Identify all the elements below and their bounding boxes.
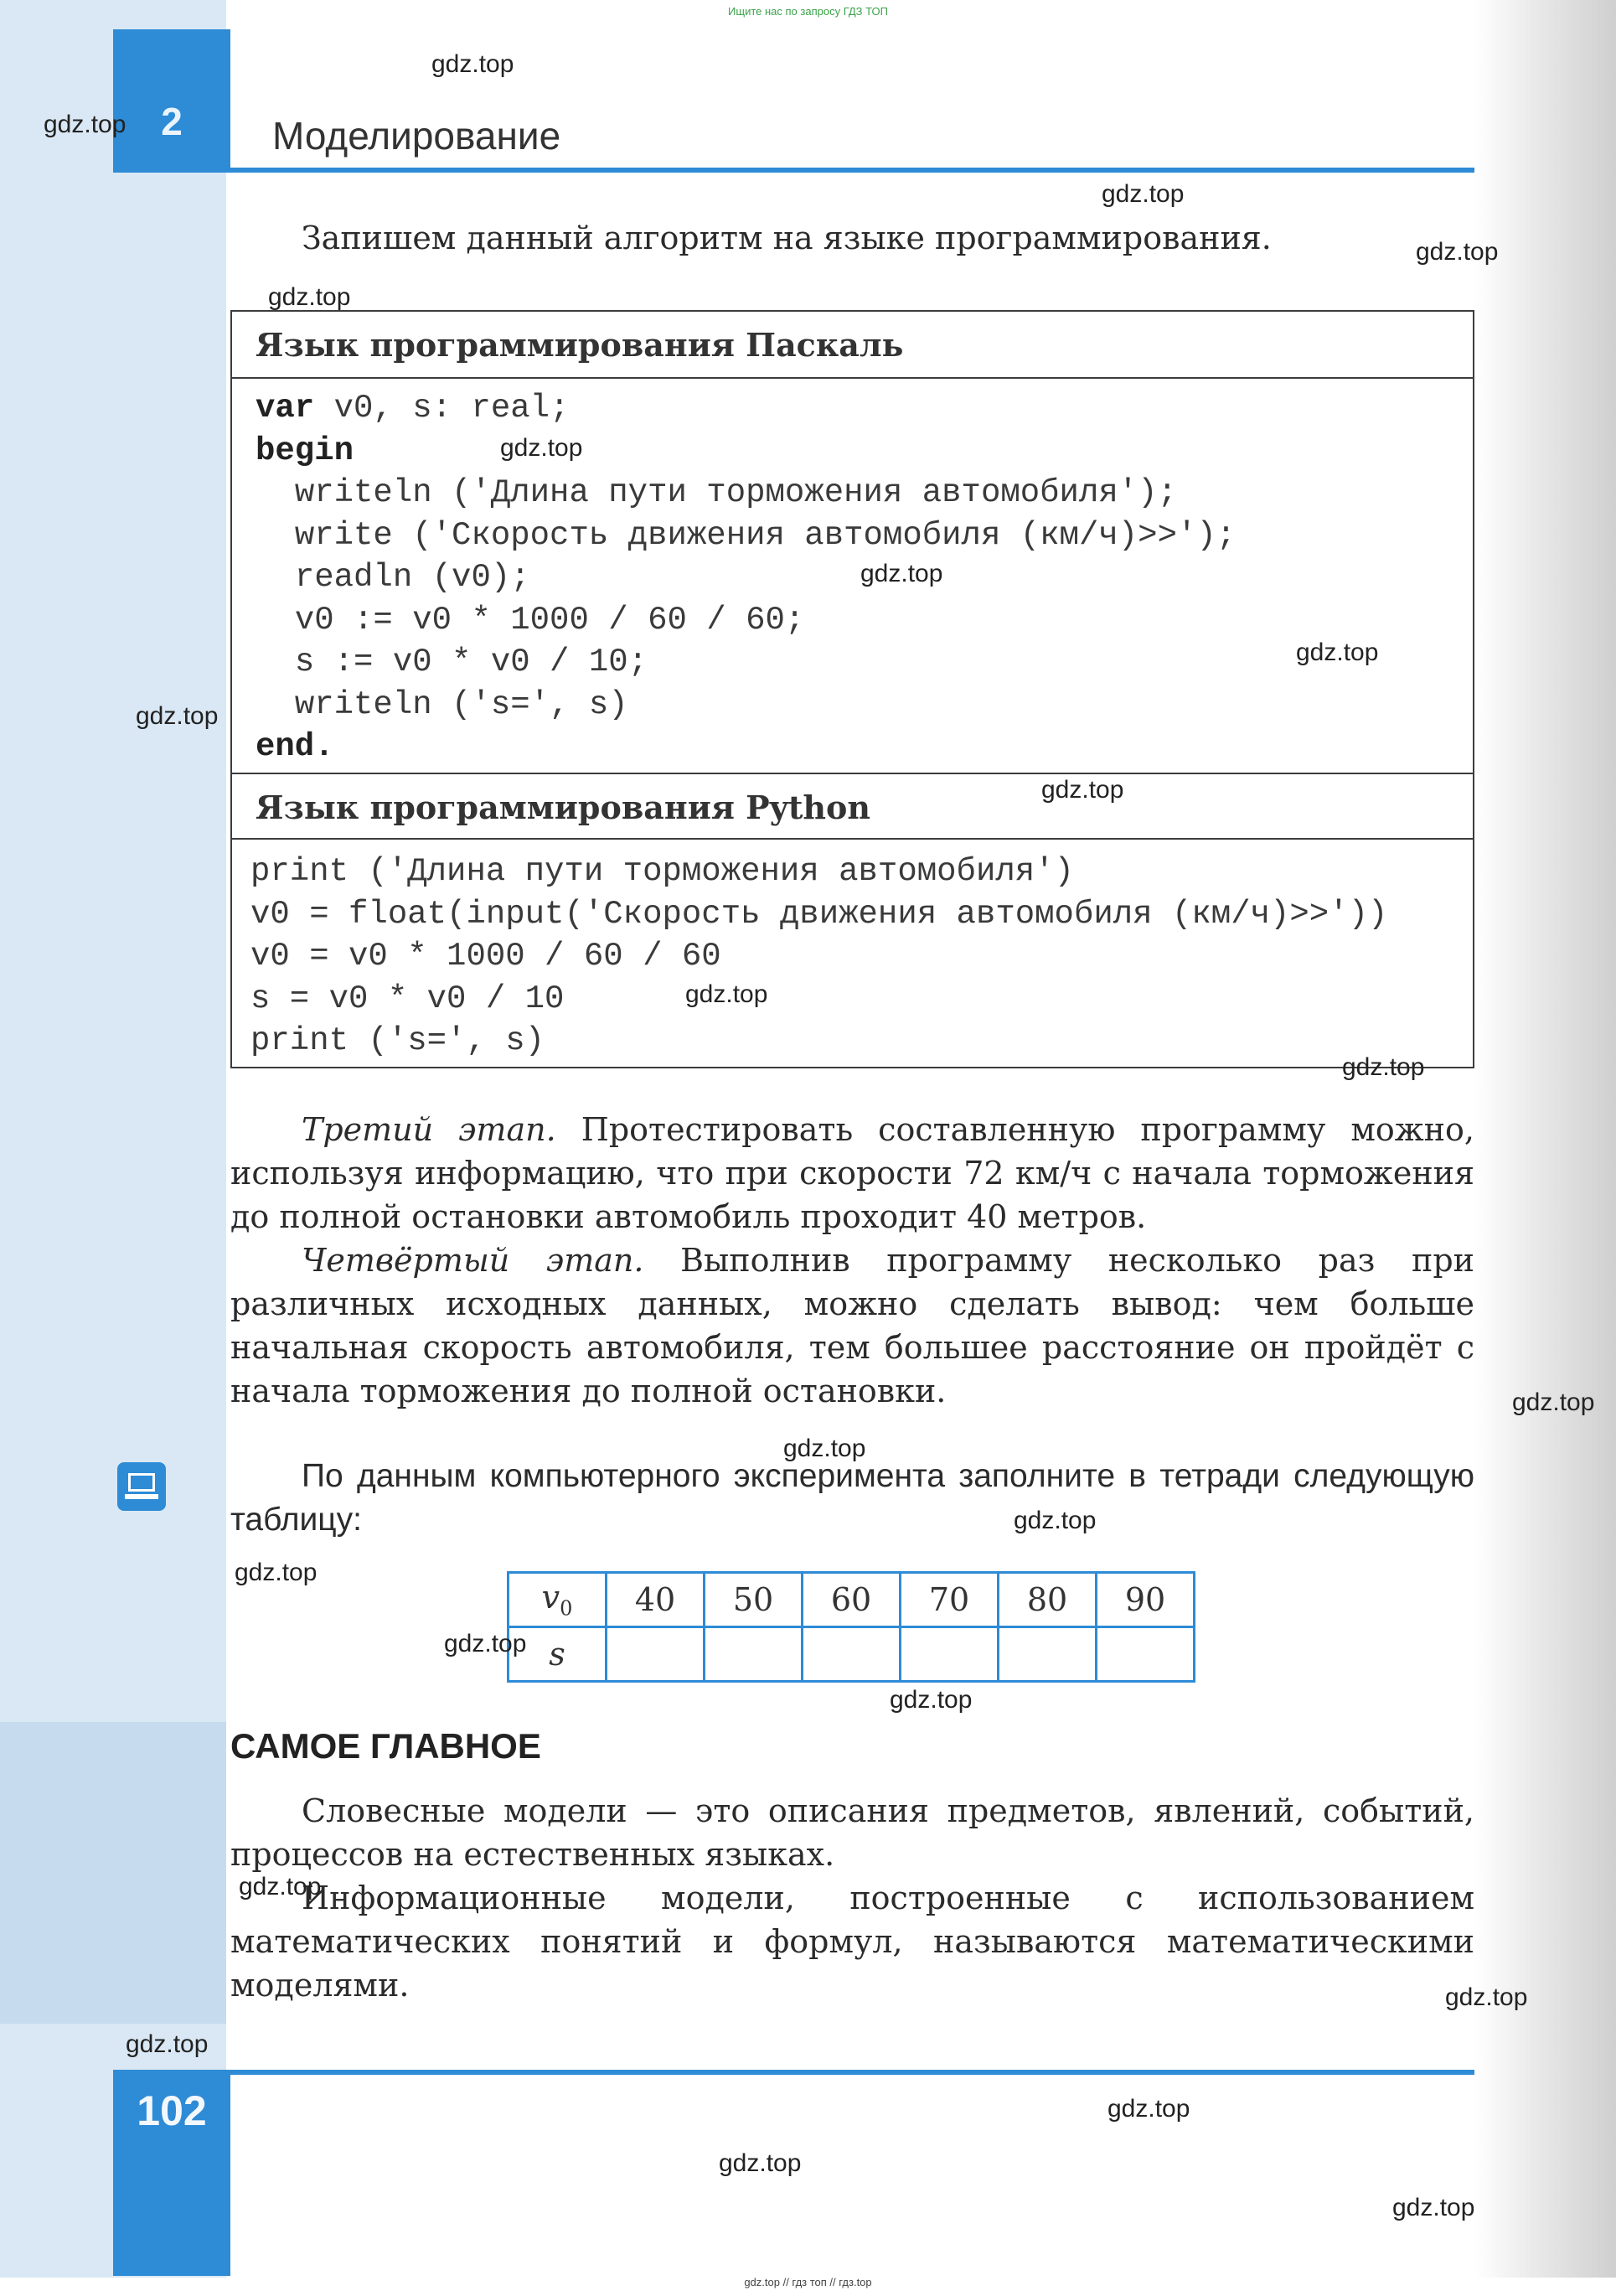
table-cell: [607, 1627, 705, 1682]
watermark: gdz.top: [1445, 1983, 1528, 2011]
watermark: gdz.top: [890, 1686, 973, 1714]
watermark: gdz.top: [500, 434, 583, 462]
table-row: [509, 1627, 1195, 1682]
watermark: gdz.top: [1014, 1507, 1097, 1534]
code-line: v0, s: real;: [314, 390, 570, 427]
table-cell: 70: [901, 1573, 999, 1627]
stage-paragraphs: [230, 1108, 1474, 1413]
watermark: gdz.top: [1107, 2095, 1190, 2123]
row-label-v0: $v_0$: [509, 1573, 607, 1627]
code-line: s = v0 * v0 / 10: [250, 980, 565, 1017]
watermark: gdz.top: [268, 283, 351, 311]
code-line: writeln ('s=', s): [294, 685, 628, 723]
code-line: print ('s=', s): [250, 1022, 545, 1059]
row-label-s: s: [509, 1627, 607, 1682]
summary-paragraph-2: Информационные модели, построенные с использованием математических понятий и формул, называются математическими моделями.: [230, 1880, 1474, 2004]
watermark: gdz.top: [1102, 180, 1185, 208]
footer-rule: [113, 2070, 1474, 2075]
watermark: gdz.top: [1342, 1053, 1425, 1081]
bottom-note: gdz.top // гдз топ // гдз.top: [744, 2276, 872, 2288]
python-code: [250, 851, 1387, 1063]
page-number: 102: [137, 2087, 207, 2134]
summary-paragraphs: [230, 1789, 1474, 2007]
keyword-var: var: [256, 390, 315, 427]
table-cell: [901, 1627, 999, 1682]
table-cell: 90: [1097, 1573, 1195, 1627]
table-cell: 40: [607, 1573, 705, 1627]
summary-margin-band: [0, 1722, 226, 2024]
watermark: gdz.top: [1416, 238, 1499, 266]
watermark: gdz.top: [235, 1559, 318, 1586]
stage-3-paragraph: Третий этап. Протестировать составленную программу можно, используя информацию, что при скорости 72 км/ч с начала торможения до полной остановки автомобиль проходит 40 метров.: [230, 1111, 1474, 1235]
pascal-code: [256, 387, 1236, 768]
keyword-end: end.: [256, 728, 334, 765]
code-line: write ('Скорость движения автомобиля (км/ч)>>');: [294, 516, 1237, 554]
table-cell: [705, 1627, 803, 1682]
table-row: [509, 1573, 1195, 1627]
code-line: v0 = v0 * 1000 / 60 / 60: [250, 938, 721, 975]
keyword-begin: begin: [256, 432, 354, 469]
summary-paragraph-1: Словесные модели — это описания предметов, явлений, событий, процессов на естественных языках.: [230, 1792, 1474, 1873]
watermark: gdz.top: [1041, 776, 1124, 804]
watermark: gdz.top: [1392, 2194, 1475, 2221]
table-cell: 60: [803, 1573, 901, 1627]
watermark: gdz.top: [126, 2030, 209, 2058]
watermark: gdz.top: [431, 50, 514, 78]
table-cell: [1097, 1627, 1195, 1682]
table-cell: [999, 1627, 1097, 1682]
watermark: gdz.top: [1296, 639, 1379, 666]
pascal-heading: Язык программирования Паскаль: [232, 312, 1473, 379]
table-cell: [803, 1627, 901, 1682]
watermark: gdz.top: [719, 2149, 802, 2177]
watermark: gdz.top: [860, 560, 943, 587]
code-line: print ('Длина пути торможения автомобиля'): [250, 853, 1074, 890]
header-rule: [113, 168, 1474, 173]
table-cell: 50: [705, 1573, 803, 1627]
code-line: writeln ('Длина пути торможения автомобиля');: [294, 474, 1177, 511]
stage-4-paragraph: Четвёртый этап. Выполнив программу несколько раз при различных исходных данных, можно сделать вывод: чем больше начальная скорость автомобиля, тем большее расстояние он пройдёт с начала торможения до полной остановки.: [230, 1242, 1474, 1409]
watermark: gdz.top: [444, 1630, 527, 1657]
code-listing: [230, 310, 1474, 1068]
intro-paragraph: Запишем данный алгоритм на языке программирования.: [302, 220, 1272, 256]
page-edge-shadow: [1474, 0, 1616, 2278]
code-line: s := v0 * v0 / 10;: [294, 644, 648, 680]
table-cell: 80: [999, 1573, 1097, 1627]
code-line: readln (v0);: [294, 559, 530, 596]
watermark: gdz.top: [136, 702, 219, 730]
summary-heading: САМОЕ ГЛАВНОЕ: [230, 1726, 541, 1766]
top-note: Ищите нас по запросу ГДЗ ТОП: [728, 5, 888, 18]
python-heading: Язык программирования Python: [232, 773, 1473, 840]
stage-3-label: Третий этап.: [302, 1111, 556, 1148]
watermark: gdz.top: [783, 1435, 866, 1462]
watermark: gdz.top: [685, 980, 768, 1008]
watermark: gdz.top: [1512, 1388, 1595, 1416]
watermark: gdz.top: [239, 1873, 322, 1900]
experiment-table: [507, 1571, 1195, 1683]
computer-icon: [117, 1462, 166, 1511]
stage-4-label: Четвёртый этап.: [302, 1242, 644, 1279]
code-line: v0 = float(input('Скорость движения автомобиля (км/ч)>>')): [250, 895, 1388, 933]
code-line: v0 := v0 * 1000 / 60 / 60;: [294, 601, 805, 639]
page-title: Моделирование: [272, 114, 561, 158]
chapter-number: 2: [161, 100, 183, 143]
watermark: gdz.top: [44, 111, 126, 138]
task-paragraph: По данным компьютерного эксперимента заполните в тетради следующую таблицу:: [230, 1458, 1474, 1538]
